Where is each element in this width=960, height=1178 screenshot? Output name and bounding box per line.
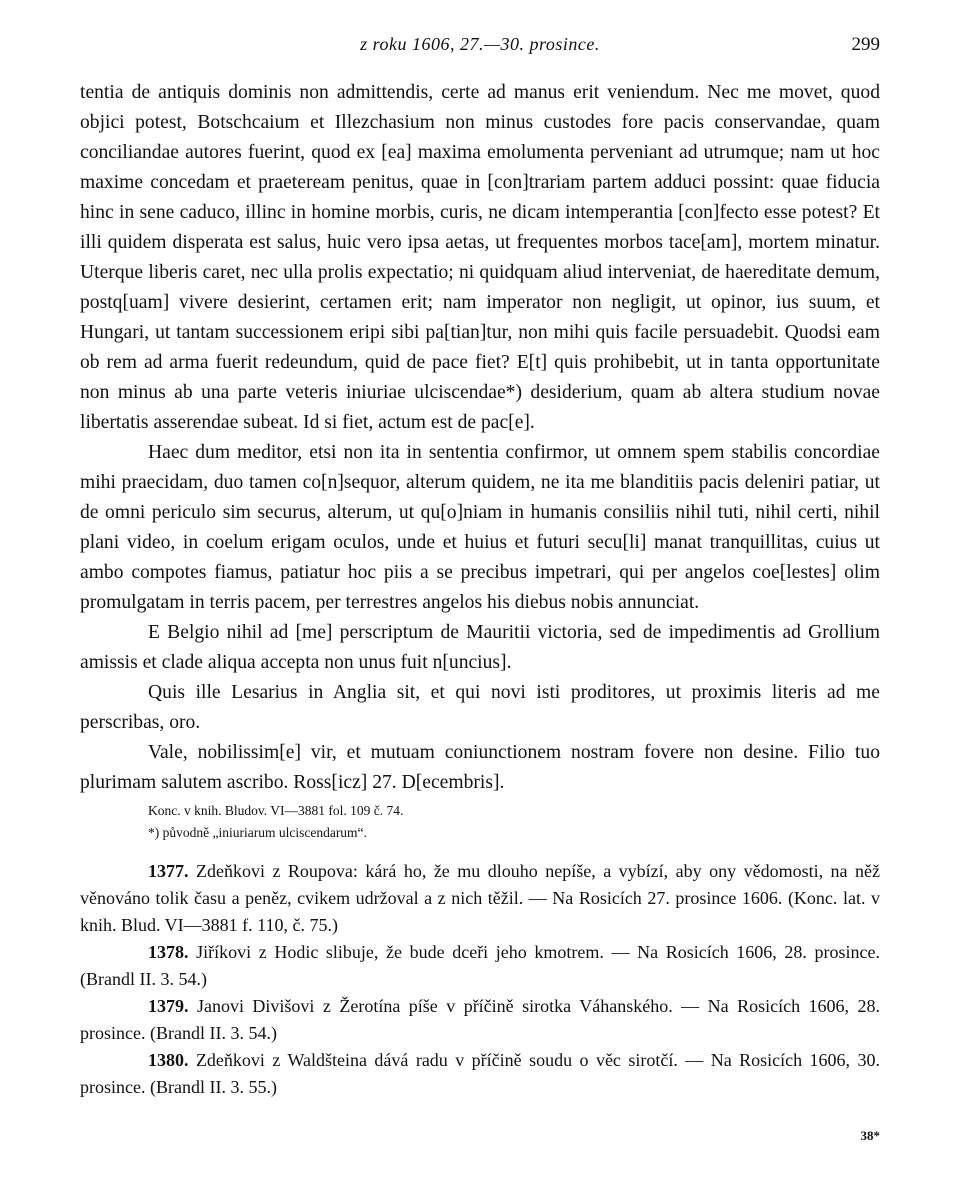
signature-mark: 38* (860, 1128, 880, 1143)
page-number: 299 (851, 34, 880, 55)
entry-text: Jiříkovi z Hodic slibuje, že bude dceři jeho kmotrem. — Na Rosicích 1606, 28. prosince. (Brandl II. 3. 54.) (80, 942, 880, 989)
calendar-entry (80, 993, 880, 1047)
calendar-entry (80, 1047, 880, 1101)
entry-number: 1377. (148, 861, 189, 881)
footnote: *) původně „iniuriarum ulciscendarum“. (148, 825, 367, 840)
running-title: z roku 1606, 27.—30. prosince. (360, 34, 600, 54)
paragraph-continued: tentia de antiquis dominis non admittendis, certe ad manus erit veniendum. Nec me movet, quod objici potest, Botschcaium et Illezchasium non minus custodes fore pacis conservandae, quam conciliandae autores fuerint, quod ex [ea] maxima emolumenta perveniant ad utrumque; nam ut hoc maxime concedam et praeteream penitus, quae in [con]trariam partem adduci possint: quae fiducia hinc in sene caduco, illinc in homine morbis, curis, ne dicam intemperantia [con]fecto esse potest? Et illi quidem disperata est salus, huic vero ipsa aetas, ut frequentes morbos tace[am], mortem minatur. Uterque liberis caret, nec ulla prolis expectatio; ni quidquam aliud interveniat, de haereditate demum, postq[uam] vivere desierint, certamen erit; nam imperator non negligit, ut opinor, ius suum, et Hungari, ut tantam successionem eripi sibi pa[tian]tur, non mihi quis facile persuadebit. Quodsi eam ob rem ad arma fuerit redeundum, quid de pace fiet? E[t] quis prohibebit, ut in tanta opportunitate non minus ab una parte veteris iniuriae ulciscendae*) desiderium, quam ab altera studium novae libertatis asserendae subeat. Id si fiet, actum est de pac[e]. (80, 82, 880, 433)
paragraph: Quis ille Lesarius in Anglia sit, et qui novi isti proditores, ut proximis literis ad me perscribas, oro. (80, 682, 880, 733)
calendar-entry (80, 858, 880, 939)
source-note: Konc. v knih. Bludov. VI—3881 fol. 109 č. 74. (148, 803, 404, 818)
paragraph: E Belgio nihil ad [me] perscriptum de Mauritii victoria, sed de impedimentis ad Grollium amissis et clade aliqua accepta non unus fuit n[uncius]. (80, 622, 880, 673)
entry-number: 1379. (148, 996, 189, 1016)
entry-text: Janovi Divišovi z Žerotína píše v příčině sirotka Váhanského. — Na Rosicích 1606, 28. prosince. (Brandl II. 3. 54.) (80, 996, 881, 1043)
entry-text: Zdeňkovi z Roupova: kárá ho, že mu dlouho nepíše, a vybízí, aby ony vědomosti, na něž věnováno tolik času a peněz, cvikem udržoval a z nich těžil. — Na Rosicích 27. prosince 1606. (Konc. lat. v knih. Blud. VI—3881 f. 110, č. 75.) (80, 861, 881, 935)
page-header (80, 34, 880, 60)
calendar-entry (80, 939, 880, 993)
entry-number: 1380. (148, 1050, 189, 1070)
entry-number: 1378. (148, 942, 189, 962)
paragraph: Haec dum meditor, etsi non ita in sententia confirmor, ut omnem spem stabilis concordiae mihi praecidam, duo tamen co[n]sequor, alterum quidem, ne ita me blanditiis pacis deleniri patiar, ut de omni periculo sim securus, alterum, ut qu[o]niam in humanis consiliis nihil tuti, nihil certi, nihil plani video, in coelum erigam oculos, unde et huius et futuri secu[li] manat tranquillitas, cuius ut ambo compotes fiamus, patiatur hoc piis a se precibus impetrari, qui per angelos coe[lestes] olim promulgatam in terris pacem, per terrestres angelos his diebus nobis annunciat. (80, 442, 880, 613)
page-body (80, 78, 880, 1101)
entry-text: Zdeňkovi z Waldšteina dává radu v příčině soudu o věc sirotčí. — Na Rosicích 1606, 30. prosince. (Brandl II. 3. 55.) (80, 1050, 880, 1097)
paragraph: Vale, nobilissim[e] vir, et mutuam coniunctionem nostram fovere non desine. Filio tuo plurimam salutem ascribo. Ross[icz] 27. D[ecembris]. (80, 742, 880, 793)
